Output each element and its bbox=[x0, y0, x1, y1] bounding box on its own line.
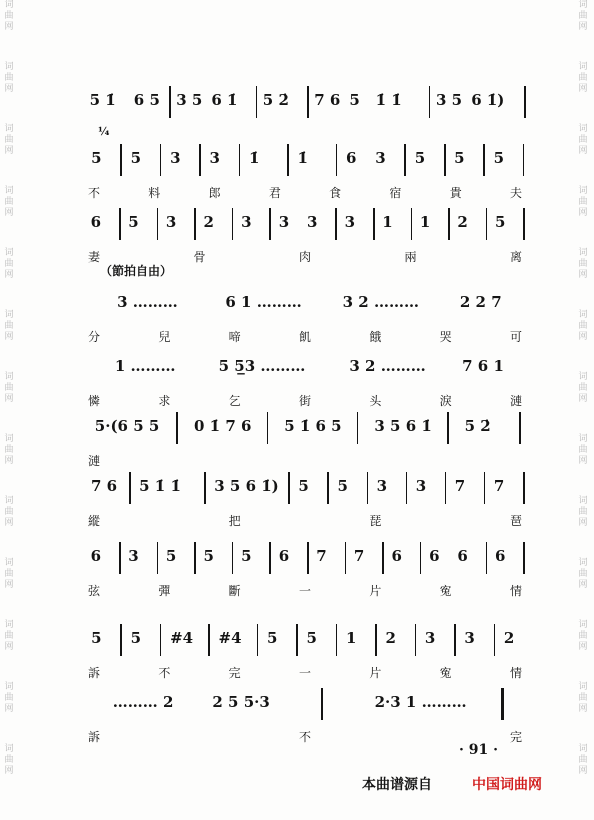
barline bbox=[382, 542, 384, 574]
note-group: #4 bbox=[218, 629, 242, 647]
note-group: 3 bbox=[307, 213, 318, 231]
note-group: 5 5̲3 ……… bbox=[218, 357, 306, 375]
lyric-char: 琶 bbox=[510, 514, 523, 528]
lyric-char: 妻 bbox=[88, 250, 101, 264]
note-group: 3 2 ……… bbox=[349, 357, 426, 375]
note-group: 1 bbox=[419, 213, 431, 231]
note-group: 5 bbox=[130, 149, 142, 167]
barline bbox=[524, 86, 526, 118]
note-group: 5 bbox=[349, 91, 360, 109]
watermark-glyphs: 词 曲 网 bbox=[4, 496, 14, 528]
watermark-glyphs: 词 曲 网 bbox=[578, 558, 588, 590]
note-group: 3 ……… bbox=[117, 293, 178, 311]
note-group: 3 bbox=[241, 213, 252, 231]
lyric-char: 一 bbox=[299, 666, 312, 680]
lyric-char: 漣 bbox=[510, 394, 523, 408]
barline bbox=[373, 208, 375, 240]
barline bbox=[307, 86, 309, 118]
watermark-glyphs: 词 曲 网 bbox=[4, 62, 14, 94]
note-group: 3 5 bbox=[176, 91, 203, 109]
lyric-char: 头 bbox=[369, 394, 382, 408]
barline bbox=[523, 208, 525, 240]
note-group: 1 bbox=[382, 213, 393, 231]
barline bbox=[194, 208, 196, 240]
barline bbox=[336, 624, 338, 656]
barline bbox=[157, 542, 159, 574]
note-group: 3 bbox=[424, 629, 436, 647]
note-group: 6 bbox=[278, 547, 290, 565]
barline bbox=[176, 412, 178, 444]
source-site: 中国词曲网 bbox=[472, 777, 542, 793]
lyric-char: 宿 bbox=[389, 186, 402, 200]
barline bbox=[239, 144, 241, 176]
note-group: 3 bbox=[375, 149, 386, 167]
note-group: 3 5 6 1̇ bbox=[374, 417, 432, 435]
note-group: 7 6 bbox=[314, 91, 341, 109]
barline bbox=[287, 144, 289, 176]
barline bbox=[444, 144, 446, 176]
watermark-glyphs: 词 曲 网 bbox=[4, 124, 14, 156]
barline bbox=[321, 688, 323, 720]
barline bbox=[375, 624, 377, 656]
barline bbox=[411, 208, 413, 240]
note-group: 5 bbox=[454, 149, 465, 167]
lyric-char: 情 bbox=[510, 666, 523, 680]
note-group: 6 bbox=[429, 547, 440, 565]
watermark-glyphs: 词 曲 网 bbox=[4, 434, 14, 466]
barline bbox=[157, 208, 159, 240]
barline bbox=[194, 542, 196, 574]
lyric-char: 情 bbox=[510, 584, 523, 598]
lyric-char: 骨 bbox=[193, 250, 206, 264]
watermark-glyphs: 词 曲 网 bbox=[4, 0, 14, 32]
note-group: 6 1̇) bbox=[471, 91, 505, 109]
watermark-glyphs: 词 曲 网 bbox=[4, 682, 14, 714]
note-group: 6 bbox=[495, 547, 506, 565]
note-group: #4 bbox=[170, 629, 194, 647]
note-group: 3 bbox=[344, 213, 356, 231]
barline bbox=[269, 542, 271, 574]
barline bbox=[120, 144, 122, 176]
barline bbox=[257, 624, 259, 656]
lyric-char: 縱 bbox=[88, 514, 101, 528]
lyric-char: 完 bbox=[228, 666, 241, 680]
note-group: 6 bbox=[391, 547, 402, 565]
note-group: 5 bbox=[241, 547, 252, 565]
watermark-glyphs: 词 曲 网 bbox=[4, 372, 14, 404]
note-group: 5 bbox=[306, 629, 317, 647]
watermark-glyphs: 词 曲 网 bbox=[578, 310, 588, 342]
note-group: 3 bbox=[464, 629, 475, 647]
note-group: 3 bbox=[128, 547, 139, 565]
note-group: 7 6 bbox=[91, 477, 118, 495]
barline bbox=[204, 472, 206, 504]
barline bbox=[296, 624, 298, 656]
barline bbox=[483, 144, 485, 176]
barline bbox=[269, 208, 271, 240]
barline bbox=[169, 86, 171, 118]
note-group: 5 bbox=[91, 629, 102, 647]
lyric-char: 飢 bbox=[299, 330, 312, 344]
barline bbox=[454, 624, 456, 656]
barline bbox=[415, 624, 417, 656]
source-prefix: 本曲谱源自 bbox=[362, 777, 432, 793]
note-group: 5 1̇ 6 5 bbox=[284, 417, 342, 435]
lyric-char: 完 bbox=[510, 730, 523, 744]
lyric-char: 漣 bbox=[88, 454, 101, 468]
note-group: 5 1̇ bbox=[89, 91, 116, 109]
page-number: · 91 · bbox=[459, 742, 498, 758]
note-group: 2 bbox=[457, 213, 468, 231]
note-group: 6 bbox=[90, 547, 102, 565]
watermark-glyphs: 词 曲 网 bbox=[578, 682, 588, 714]
lyric-char: 求 bbox=[158, 394, 171, 408]
note-group: ……… 2 bbox=[112, 693, 174, 711]
barline bbox=[208, 624, 210, 656]
note-group: 2·3 1 ……… bbox=[374, 693, 467, 711]
watermark-glyphs: 词 曲 网 bbox=[578, 0, 588, 32]
lyric-char: 肉 bbox=[299, 250, 312, 264]
lyric-char: 不 bbox=[88, 186, 101, 200]
note-group: 5 bbox=[495, 213, 506, 231]
note-group: 1 ……… bbox=[114, 357, 176, 375]
lyric-char: 不 bbox=[299, 730, 312, 744]
note-group: 7 bbox=[316, 547, 327, 565]
note-group: 3 bbox=[165, 213, 177, 231]
barline bbox=[367, 472, 369, 504]
watermark-glyphs: 词 曲 网 bbox=[4, 186, 14, 218]
note-group: 7 bbox=[353, 547, 365, 565]
note-group: 3 5 bbox=[436, 91, 463, 109]
barline bbox=[523, 542, 525, 574]
barline bbox=[404, 144, 406, 176]
note-group: 7 6 1 bbox=[462, 357, 504, 375]
lyric-char: 片 bbox=[369, 666, 382, 680]
lyric-char: 啼 bbox=[228, 330, 241, 344]
barline bbox=[523, 144, 525, 176]
note-group: 1 bbox=[345, 629, 357, 647]
barline bbox=[345, 542, 347, 574]
lyric-char: 料 bbox=[148, 186, 161, 200]
note-group: 5 bbox=[91, 149, 102, 167]
barline bbox=[523, 472, 525, 504]
note-group: 5 bbox=[267, 629, 278, 647]
note-group: 0 1̇ 7 6 bbox=[194, 417, 252, 435]
lyric-char: 寃 bbox=[439, 584, 452, 598]
lyric-char: 把 bbox=[228, 514, 241, 528]
watermark-glyphs: 词 曲 网 bbox=[578, 248, 588, 280]
lyric-char: 离 bbox=[510, 250, 523, 264]
lyric-char: 訴 bbox=[88, 730, 101, 744]
note-group: 5·(6 5 5 bbox=[94, 417, 160, 435]
barline bbox=[445, 472, 447, 504]
tempo-note: （節拍自由） bbox=[100, 264, 173, 278]
barline bbox=[129, 472, 131, 504]
watermark-glyphs: 词 曲 网 bbox=[4, 558, 14, 590]
lyric-char: 夫 bbox=[510, 186, 523, 200]
lyric-char: 斷 bbox=[228, 584, 241, 598]
watermark-glyphs: 词 曲 网 bbox=[578, 62, 588, 94]
barline bbox=[484, 472, 486, 504]
note-group: 3 2 ……… bbox=[342, 293, 419, 311]
barline bbox=[232, 542, 234, 574]
note-group: 5 2̇ bbox=[464, 417, 491, 435]
barline bbox=[120, 624, 122, 656]
note-group: 1̇ bbox=[297, 149, 308, 167]
lyric-char: 訴 bbox=[88, 666, 101, 680]
watermark-glyphs: 词 曲 网 bbox=[578, 496, 588, 528]
watermark-glyphs: 词 曲 网 bbox=[578, 744, 588, 776]
watermark-glyphs: 词 曲 网 bbox=[4, 248, 14, 280]
note-group: 6 1 ……… bbox=[225, 293, 302, 311]
barline bbox=[420, 542, 422, 574]
lyric-char: 淚 bbox=[439, 394, 452, 408]
note-group: 5 bbox=[337, 477, 348, 495]
barline bbox=[486, 542, 488, 574]
watermark-glyphs: 词 曲 网 bbox=[578, 372, 588, 404]
barline bbox=[448, 208, 450, 240]
note-group: 6 bbox=[90, 213, 102, 231]
watermark-glyphs: 词 曲 网 bbox=[4, 620, 14, 652]
watermark-glyphs: 词 曲 网 bbox=[578, 434, 588, 466]
barline bbox=[494, 624, 496, 656]
lyric-char: 兩 bbox=[404, 250, 417, 264]
note-group: 3 5 6 1̇) bbox=[214, 477, 279, 495]
barline bbox=[160, 144, 162, 176]
lyric-char: 君 bbox=[268, 186, 281, 200]
lyric-char: 兒 bbox=[158, 330, 171, 344]
note-group: 6 5 bbox=[133, 91, 160, 109]
watermark-glyphs: 词 曲 网 bbox=[578, 186, 588, 218]
note-group: 5 bbox=[128, 213, 139, 231]
lyric-char: 一 bbox=[299, 584, 312, 598]
lyric-char: 弦 bbox=[88, 584, 101, 598]
barline bbox=[327, 472, 329, 504]
barline bbox=[267, 412, 269, 444]
barline bbox=[307, 542, 309, 574]
note-group: 2 5 5·3 bbox=[212, 693, 270, 711]
barline bbox=[406, 472, 408, 504]
barline bbox=[336, 144, 338, 176]
lyric-char: 不 bbox=[158, 666, 171, 680]
note-group: 7 bbox=[454, 477, 466, 495]
note-group: 6 bbox=[457, 547, 468, 565]
note-group: 3 bbox=[170, 149, 181, 167]
watermark-glyphs: 词 曲 网 bbox=[4, 744, 14, 776]
barline bbox=[519, 412, 521, 444]
note-group: 3 bbox=[415, 477, 427, 495]
lyric-char: 乞 bbox=[228, 394, 241, 408]
note-group: 5 bbox=[493, 149, 505, 167]
note-group: 2 2 7 bbox=[459, 293, 502, 311]
time-signature: ¼ bbox=[98, 125, 110, 138]
barline bbox=[357, 412, 359, 444]
note-group: 7 bbox=[493, 477, 505, 495]
note-group: 6 bbox=[345, 149, 357, 167]
watermark-glyphs: 词 曲 网 bbox=[578, 124, 588, 156]
lyric-char: 哭 bbox=[439, 330, 452, 344]
note-group: 1̇ 1̇ bbox=[375, 91, 402, 109]
note-group: 3 bbox=[278, 213, 290, 231]
lyric-char: 分 bbox=[88, 330, 101, 344]
note-group: 5 bbox=[414, 149, 426, 167]
note-group: 5 bbox=[203, 547, 214, 565]
note-group: 6 1̇ bbox=[211, 91, 238, 109]
note-group: 5 2̇ bbox=[262, 91, 289, 109]
note-group: 5 1̇ 1̇ bbox=[139, 477, 181, 495]
lyric-char: 憐 bbox=[88, 394, 101, 408]
lyric-char: 寃 bbox=[439, 666, 452, 680]
note-group: 2 bbox=[385, 629, 396, 647]
barline bbox=[119, 542, 121, 574]
note-group: 5 bbox=[165, 547, 177, 565]
barline bbox=[335, 208, 337, 240]
note-group: 5 bbox=[130, 629, 142, 647]
barline bbox=[119, 208, 121, 240]
note-group: 5 bbox=[298, 477, 309, 495]
lyric-char: 餓 bbox=[369, 330, 382, 344]
lyric-char: 琵 bbox=[369, 514, 382, 528]
note-group: 2 bbox=[203, 213, 214, 231]
note-group: 3 bbox=[209, 149, 220, 167]
barline bbox=[160, 624, 162, 656]
barline bbox=[486, 208, 488, 240]
lyric-char: 彈 bbox=[158, 584, 171, 598]
note-group: 2 bbox=[503, 629, 515, 647]
barline bbox=[429, 86, 431, 118]
lyric-char: 貴 bbox=[449, 186, 462, 200]
barline bbox=[288, 472, 290, 504]
final-barline bbox=[501, 688, 504, 720]
barline bbox=[199, 144, 201, 176]
note-group: 3 bbox=[376, 477, 388, 495]
note-group: 1̇ bbox=[249, 149, 260, 167]
barline bbox=[447, 412, 449, 444]
lyric-char: 郎 bbox=[208, 186, 221, 200]
lyric-char: 食 bbox=[329, 186, 342, 200]
lyric-char: 街 bbox=[299, 394, 312, 408]
lyric-char: 可 bbox=[510, 330, 523, 344]
watermark-glyphs: 词 曲 网 bbox=[4, 310, 14, 342]
watermark-glyphs: 词 曲 网 bbox=[578, 620, 588, 652]
barline bbox=[232, 208, 234, 240]
barline bbox=[256, 86, 258, 118]
lyric-char: 片 bbox=[369, 584, 382, 598]
